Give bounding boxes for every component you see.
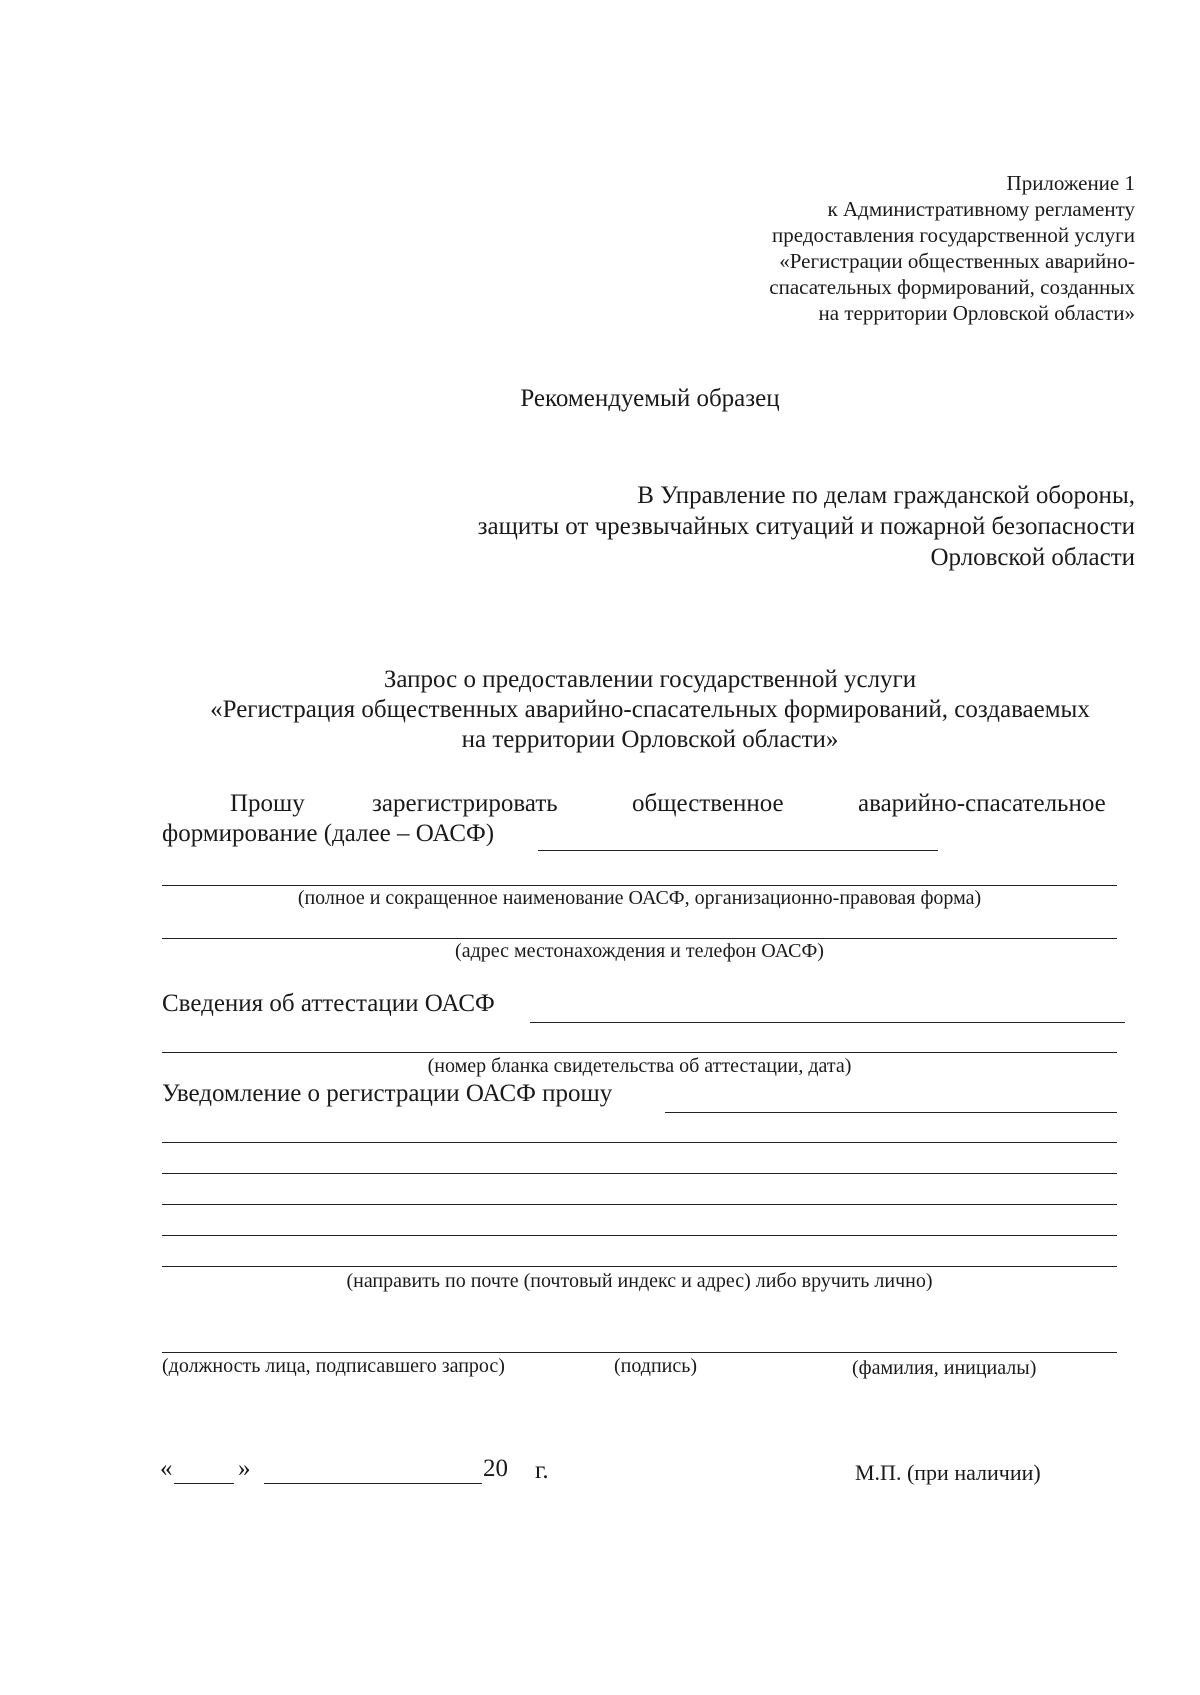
recipient-line: Орловской области	[930, 544, 1135, 571]
date-open-quote: «	[160, 1455, 173, 1482]
attestation-hint: (номер бланка свидетельства об аттестации, дата)	[427, 1055, 852, 1077]
date-day-field[interactable]	[174, 1483, 234, 1484]
appendix-header	[769, 170, 1135, 326]
notify-field-line[interactable]	[162, 1235, 1117, 1236]
signature-field[interactable]	[162, 1352, 1117, 1353]
date-year-suffix: г.	[535, 1457, 549, 1484]
body-word: общественное	[632, 790, 784, 817]
position-hint: (должность лица, подписавшего запрос)	[162, 1355, 505, 1377]
date-month-field[interactable]	[264, 1483, 482, 1484]
notify-field[interactable]	[665, 1112, 1117, 1113]
body-word: Прошу	[230, 790, 305, 817]
notify-field-line[interactable]	[162, 1266, 1117, 1267]
date-close-quote: »	[238, 1455, 251, 1482]
date-year-prefix: 20	[483, 1455, 508, 1482]
name-hint: (фамилия, инициалы)	[852, 1357, 1037, 1379]
recipient-block	[478, 480, 1135, 573]
request-title	[150, 665, 1150, 755]
fullname-hint: (полное и сокращенное наименование ОАСФ, организационно-правовая форма)	[297, 887, 982, 909]
notify-field-line[interactable]	[162, 1204, 1117, 1205]
appendix-line: спасательных формирований, созданных	[769, 275, 1135, 299]
request-title-line: на территории Орловской области»	[461, 726, 839, 753]
recipient-line: В Управление по делам гражданской обороны,	[637, 482, 1135, 509]
ofsf-label: формирование (далее – ОАСФ)	[162, 820, 495, 847]
ofsf-fullname-field[interactable]	[162, 885, 1117, 886]
request-title-line: Запрос о предоставлении государственной услуги	[383, 666, 917, 693]
attestation-field-2[interactable]	[162, 1052, 1117, 1053]
ofsf-name-field[interactable]	[538, 850, 938, 851]
stamp-note: М.П. (при наличии)	[855, 1460, 1041, 1485]
notify-field-line[interactable]	[162, 1173, 1117, 1174]
notify-field-line[interactable]	[162, 1142, 1117, 1143]
body-word: аварийно-спасательное	[858, 790, 1106, 817]
appendix-line: к Административному регламенту	[827, 197, 1135, 221]
notify-label: Уведомление о регистрации ОАСФ прошу	[162, 1080, 613, 1107]
sample-title: Рекомендуемый образец	[520, 385, 780, 412]
notify-hint: (направить по почте (почтовый индекс и адрес) либо вручить лично)	[346, 1270, 933, 1292]
appendix-line: на территории Орловской области»	[818, 301, 1135, 325]
attestation-field[interactable]	[530, 1022, 1125, 1023]
address-hint: (адрес местонахождения и телефон ОАСФ)	[455, 940, 824, 962]
appendix-line: «Регистрации общественных аварийно-	[779, 249, 1135, 273]
sign-hint: (подпись)	[614, 1355, 698, 1377]
appendix-line: Приложение 1	[1006, 171, 1135, 195]
request-title-line: «Регистрация общественных аварийно-спасательных формирований, создаваемых	[210, 696, 1090, 723]
attestation-label: Сведения об аттестации ОАСФ	[162, 990, 495, 1017]
ofsf-address-field[interactable]	[162, 938, 1117, 939]
body-word: зарегистрировать	[372, 790, 558, 817]
recipient-line: защиты от чрезвычайных ситуаций и пожарной безопасности	[477, 513, 1135, 540]
appendix-line: предоставления государственной услуги	[772, 223, 1135, 247]
